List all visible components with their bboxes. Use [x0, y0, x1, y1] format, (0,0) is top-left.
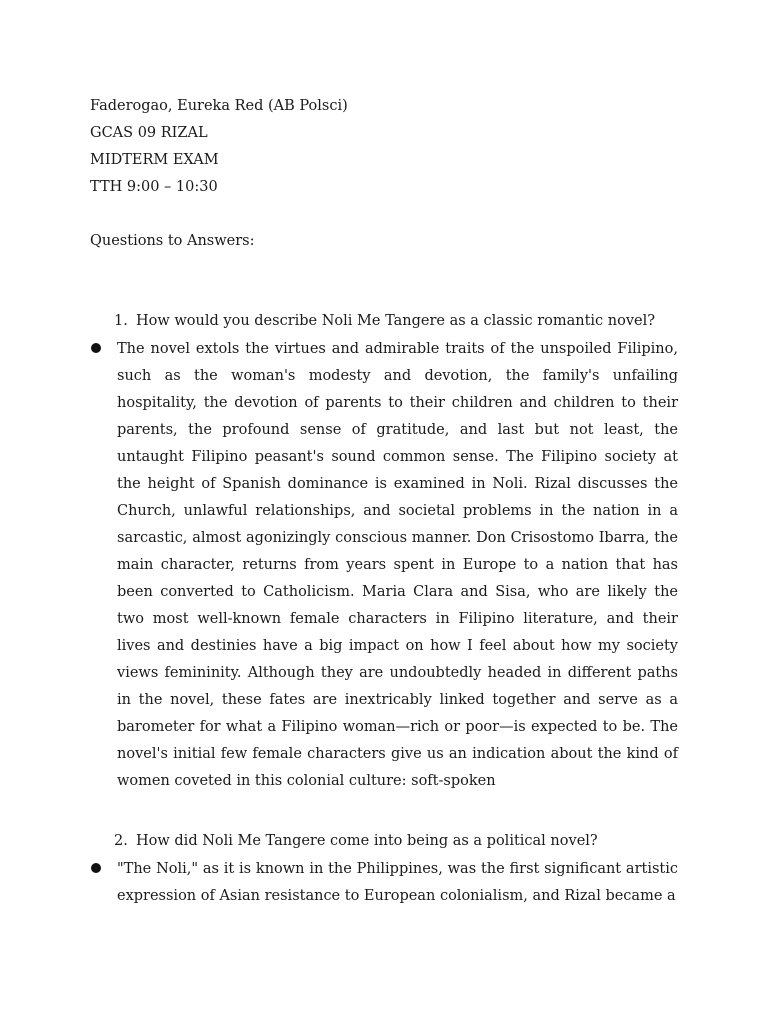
question-1-text: How would you describe Noli Me Tangere as a classic romantic novel?: [136, 313, 656, 329]
answer-1: The novel extols the virtues and admirable traits of the unspoiled Filipino, such as the woman's modesty and devotion, the family's unfailing hospitality, the devotion of parents to their children and children to their parents, the profound sense of gratitude, and last but not least, the untaught Filipino peasant's sound common sense. The Filipino society at the height of Spanish dominance is examined in Noli. Rizal discusses the Church, unlawful relationships, and societal problems in the nation in a sarcastic, almost agonizingly conscious manner. Don Crisostomo Ibarra, the main character, returns from years spent in Europe to a nation that has been converted to Catholicism. Maria Clara and Sisa, who are likely the two most well-known female characters in Filipino literature, and their lives and destinies have a big impact on how I feel about how my society views femininity. Although they are undoubtedly headed in different paths in the novel, these fates are inextricably linked together and serve as a barometer for what a Filipino woman—rich or poor—is expected to be. The novel's initial few female characters give us an indication about the kind of women coveted in this colonial culture: soft-spoken: [117, 341, 678, 789]
question-2-number: 2.: [114, 833, 128, 849]
student-name: Faderogao, Eureka Red (AB Polsci): [90, 98, 348, 114]
answer-2: "The Noli," as it is known in the Philippines, was the first significant artistic expression of Asian resistance to European colonialism, and Rizal became a: [117, 861, 678, 904]
bullet-icon: [91, 863, 101, 873]
question-2-text: How did Noli Me Tangere come into being as a political novel?: [136, 833, 598, 849]
question-1: [114, 309, 655, 333]
course-code: GCAS 09 RIZAL: [90, 125, 208, 141]
bullet-icon: [91, 343, 101, 353]
question-1-number: 1.: [114, 313, 128, 329]
question-2: [114, 829, 598, 853]
document-header: [90, 93, 650, 201]
class-schedule: TTH 9:00 – 10:30: [90, 179, 218, 195]
exam-title: MIDTERM EXAM: [90, 152, 219, 168]
questions-intro: Questions to Answers:: [90, 233, 255, 249]
